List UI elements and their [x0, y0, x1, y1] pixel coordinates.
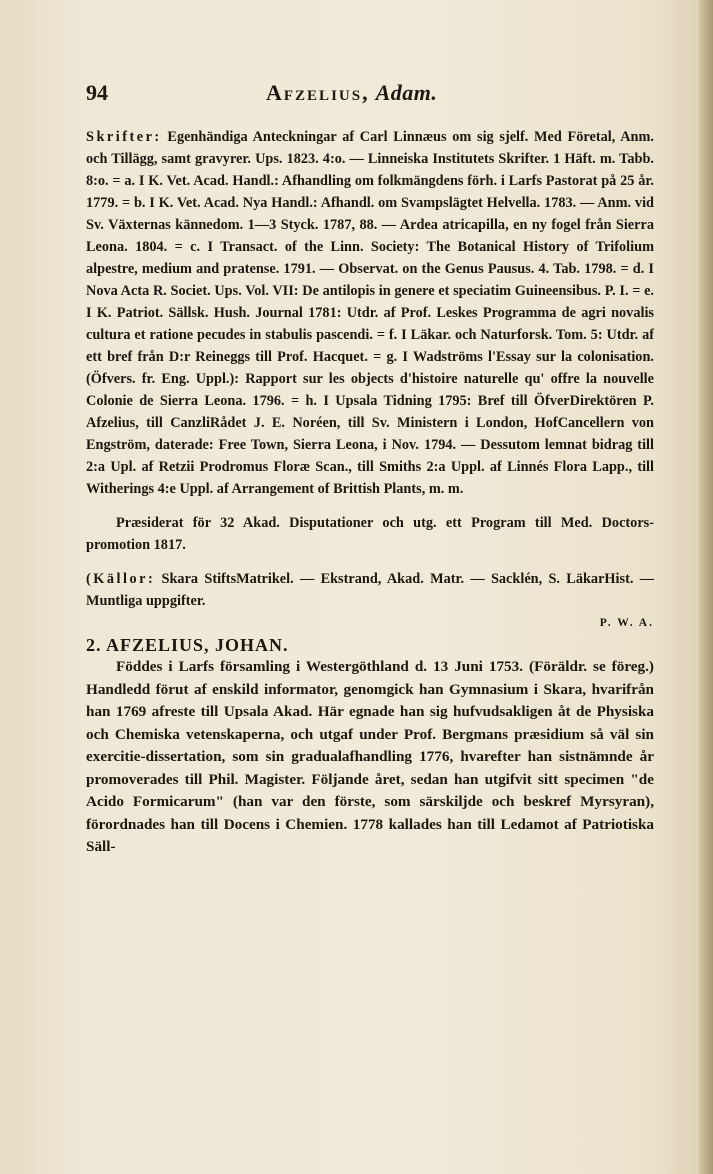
running-head-surname: Afzelius, — [266, 80, 370, 105]
entry-heading: 2. AFZELIUS, JOHAN. — [86, 635, 289, 655]
page-header — [86, 80, 646, 110]
presided-paragraph: Præsiderat för 32 Akad. Disputationer och utg. ett Program till Med. Doctors-promotion 1817. — [86, 515, 654, 553]
sources-paragraph — [86, 568, 654, 612]
writings-text: Egenhändiga Anteckningar af Carl Linnæus om sig sjelf. Med Företal, Anm. och Tillägg, samt gravyrer. Ups. 1823. 4:o. — Linneiska Institutets Skrifter. 1 Häft. m. Tabb. 8:o. = a. I K. Vet. Acad. Handl.: Afhandling om folkmängdens förh. i Larfs Pastorat på 25 år. 1779. = b. I K. Vet. Acad. Nya Handl.: Afhandl. om Svampslägtet Helvella. 1783. — Anm. vid Sv. Växternas kännedom. 1—3 Styck. 1787, 88. — Ardea atricapilla, en ny fogel från Sierra Leona. 1804. = c. I Transact. of the Linn. Society: The Botanical History of Trifolium alpestre, medium and pratense. 1791. — Observat. on the Genus Pausus. 4. Tab. 1798. = d. I Nova Acta R. Societ. Ups. Vol. VII: De antilopis in genere et speciatim Guineensibus. P. I. = e. I K. Patriot. Sällsk. Hush. Journal 1781: Utdr. af Prof. Leskes Programma de agri novalis cultura et ratione pecudes in stabulis pascendi. = f. I Läkar. och Naturforsk. Tom. 5: Utdr. af ett bref från D:r Reineggs till Prof. Hacquet. = g. I Wadströms l'Essay sur la colonisation. (Öfvers. fr. Eng. Uppl.): Rapport sur les objects d'histoire naturelle qu' offre la nouvelle Colonie de Sierra Leona. 1796. = h. I Upsala Tidning 1795: Bref till ÖfverDirektören P. Afzelius, till CanzliRådet J. E. Noréen, till Sv. Ministern i London, HofCancellern von Engström, daterade: Free Town, Sierra Leona, i Nov. 1794. — Dessutom lemnat bidrag till 2:a Upl. af Retzii Prodromus Floræ Scan., till Smiths 2:a Uppl. af Linnés Flora Lapp., till Witherings 4:e Uppl. af Arrangement of Brittish Plants, m. m. — [86, 129, 654, 497]
author-signature: P. W. A. — [599, 617, 654, 629]
page-body — [86, 126, 654, 859]
sources-lead: (Källor: — [86, 571, 156, 587]
page-edge — [699, 0, 713, 1174]
johan-biography: Föddes i Larfs församling i Westergöthland d. 13 Juni 1753. (Föräldr. se föreg.) Handledd förut af enskild informator, genomgick han Gymnasium i Skara, hvarifrån han 1769 afreste till Upsala Akad. Här egnade han sig hufvudsakligen åt de Physiska och Chemiska vetenskaperna, och utgaf under Prof. Bergmans præsidium så väl sin exercitie-dissertation, som sin gradualafhandling 1776, hvarefter han sistnämnde år promoverades till Phil. Magister. Följande året, sedan han utgifvit sitt specimen "de Acido Formicarum" (han var den förste, som särskiljde och beskref Myrsyran), förordnades han till Docens i Chemien. 1778 kallades han till Ledamot af Patriotiska Säll- — [86, 658, 654, 855]
sources-text: Skara StiftsMatrikel. — Ekstrand, Akad. Matr. — Sacklén, S. LäkarHist. — Muntliga uppgifter. — [86, 571, 655, 609]
writings-lead: Skrifter: — [86, 129, 162, 145]
writings-paragraph — [86, 126, 654, 500]
running-head-forename: Adam. — [375, 80, 438, 105]
page-number: 94 — [86, 80, 108, 105]
running-head — [266, 80, 437, 106]
